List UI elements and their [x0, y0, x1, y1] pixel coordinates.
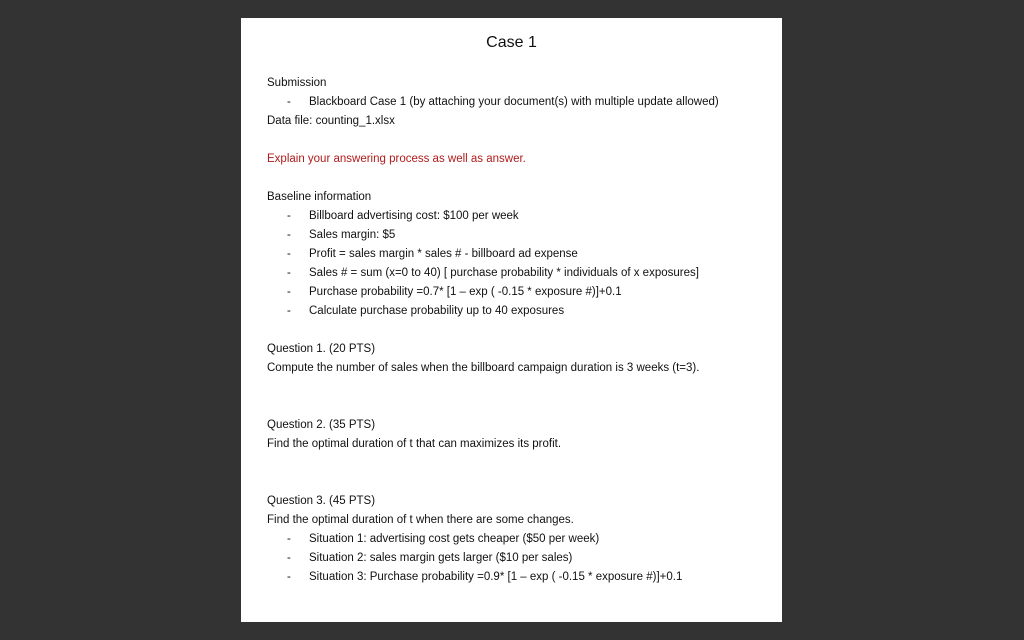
question-1-heading: Question 1. (20 PTS) — [267, 343, 376, 355]
bullet-dash: - — [287, 210, 291, 222]
baseline-item — [267, 264, 782, 283]
bullet-dash: - — [287, 96, 291, 108]
baseline-item-text: Purchase probability =0.7* [1 – exp ( -0.15 * exposure #)]+0.1 — [309, 286, 622, 298]
bullet-dash: - — [287, 267, 291, 279]
bullet-dash: - — [287, 305, 291, 317]
bullet-dash: - — [287, 286, 291, 298]
baseline-item — [267, 302, 782, 321]
bullet-dash: - — [287, 571, 291, 583]
baseline-item — [267, 283, 782, 302]
page-title: Case 1 — [486, 34, 537, 51]
bullet-dash: - — [287, 248, 291, 260]
submission-heading: Submission — [267, 77, 327, 89]
bullet-dash: - — [287, 533, 291, 545]
situation-text: Situation 2: sales margin gets larger ($10 per sales) — [309, 552, 573, 564]
baseline-item — [267, 245, 782, 264]
question-3-text: Find the optimal duration of t when there are some changes. — [267, 514, 574, 526]
baseline-item — [267, 207, 782, 226]
submission-item — [267, 93, 782, 112]
question-2-heading: Question 2. (35 PTS) — [267, 419, 376, 431]
situation-text: Situation 1: advertising cost gets cheaper ($50 per week) — [309, 533, 600, 545]
baseline-item — [267, 226, 782, 245]
bullet-dash: - — [287, 552, 291, 564]
question-3-heading: Question 3. (45 PTS) — [267, 495, 376, 507]
baseline-item-text: Billboard advertising cost: $100 per week — [309, 210, 519, 222]
question-1-text: Compute the number of sales when the billboard campaign duration is 3 weeks (t=3). — [267, 362, 700, 374]
baseline-item-text: Profit = sales margin * sales # - billboard ad expense — [309, 248, 578, 260]
data-file-line: Data file: counting_1.xlsx — [267, 115, 395, 127]
situation-text: Situation 3: Purchase probability =0.9* [1 – exp ( -0.15 * exposure #)]+0.1 — [309, 571, 683, 583]
submission-item-text: Blackboard Case 1 (by attaching your document(s) with multiple update allowed) — [309, 96, 719, 108]
baseline-item-text: Sales # = sum (x=0 to 40) [ purchase probability * individuals of x exposures] — [309, 267, 699, 279]
baseline-item-text: Sales margin: $5 — [309, 229, 396, 241]
baseline-heading: Baseline information — [267, 191, 372, 203]
document-page — [241, 18, 782, 622]
question-3-item — [267, 530, 782, 549]
question-3-item — [267, 568, 782, 587]
baseline-item-text: Calculate purchase probability up to 40 exposures — [309, 305, 565, 317]
bullet-dash: - — [287, 229, 291, 241]
question-3-item — [267, 549, 782, 568]
question-2-text: Find the optimal duration of t that can maximizes its profit. — [267, 438, 562, 450]
instruction-text: Explain your answering process as well as answer. — [267, 153, 526, 165]
